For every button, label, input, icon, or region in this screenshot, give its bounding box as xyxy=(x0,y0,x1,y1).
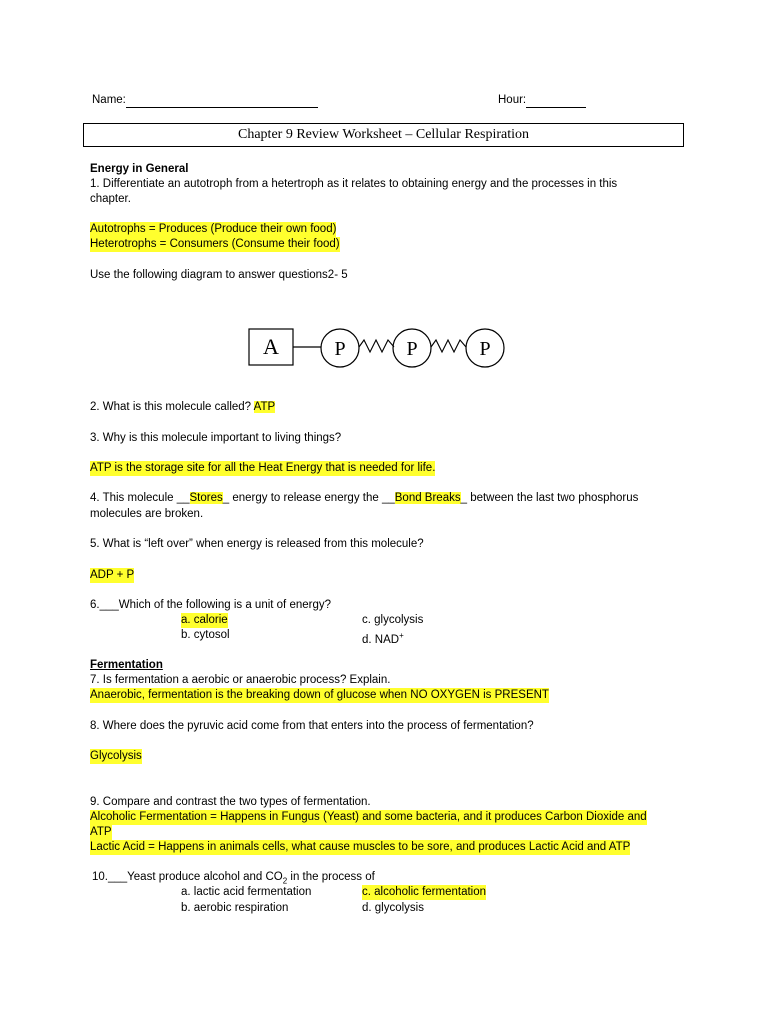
answer-2: ATP xyxy=(253,401,276,413)
question-10-pre: 10.___Yeast produce alcohol and CO xyxy=(92,871,283,883)
page-title: Chapter 9 Review Worksheet – Cellular Respiration xyxy=(83,123,684,147)
question-4-line1 xyxy=(90,491,638,506)
question-4-part2: _ energy to release energy the __ xyxy=(222,492,395,504)
hour-field xyxy=(498,93,586,108)
option-10d: d. glycolysis xyxy=(362,902,424,914)
option-10a: a. lactic acid fermentation xyxy=(181,886,312,898)
option-10b: b. aerobic respiration xyxy=(181,902,289,914)
question-5: 5. What is “left over” when energy is released from this molecule? xyxy=(90,538,424,550)
question-4-part3: _ between the last two phosphorus xyxy=(460,492,639,504)
question-8: 8. Where does the pyruvic acid come from that enters into the process of fermentation? xyxy=(90,720,534,732)
question-1-line1: 1. Differentiate an autotroph from a hetertroph as it relates to obtaining energy and the processes in this xyxy=(90,178,618,190)
answer-9-alcoholic-line1: Alcoholic Fermentation = Happens in Fungus (Yeast) and some bacteria, and it produces Carbon Dioxide and xyxy=(90,811,647,823)
answer-8: Glycolysis xyxy=(90,750,142,762)
answer-1-autotrophs: Autotrophs = Produces (Produce their own food) xyxy=(90,223,337,235)
option-6a: a. calorie xyxy=(181,614,228,626)
phosphate-label-3: P xyxy=(479,338,491,360)
question-4-line2: molecules are broken. xyxy=(90,508,204,520)
option-6c: c. glycolysis xyxy=(362,614,424,626)
question-7: 7. Is fermentation a aerobic or anaerobic process? Explain. xyxy=(90,674,391,686)
option-6d-text: d. NAD xyxy=(362,633,400,646)
section-heading-fermentation: Fermentation xyxy=(90,659,163,671)
name-blank[interactable] xyxy=(126,95,318,108)
answer-3: ATP is the storage site for all the Heat Energy that is needed for life. xyxy=(90,462,436,474)
option-6b: b. cytosol xyxy=(181,629,230,641)
name-field xyxy=(92,93,318,108)
question-4-part1: 4. This molecule __ xyxy=(90,492,190,504)
high-energy-bond-1 xyxy=(359,340,394,352)
atp-molecule-diagram xyxy=(245,322,510,376)
answer-1-heterotrophs: Heterotrophs = Consumers (Consume their food) xyxy=(90,238,340,250)
question-9: 9. Compare and contrast the two types of fermentation. xyxy=(90,796,371,808)
phosphate-label-2: P xyxy=(406,338,418,360)
question-1-line2: chapter. xyxy=(90,193,131,205)
question-2-text: 2. What is this molecule called? xyxy=(90,401,252,413)
question-10-sub: 2 xyxy=(282,876,288,886)
section-heading-energy: Energy in General xyxy=(90,163,189,175)
option-6d xyxy=(362,628,404,648)
high-energy-bond-2 xyxy=(431,340,466,352)
answer-5: ADP + P xyxy=(90,569,135,581)
diagram-intro: Use the following diagram to answer questions2- 5 xyxy=(90,269,348,281)
answer-9-lactic: Lactic Acid = Happens in animals cells, what cause muscles to be sore, and produces Lactic Acid and ATP xyxy=(90,841,631,853)
question-6: 6.___Which of the following is a unit of energy? xyxy=(90,599,332,611)
name-label: Name: xyxy=(92,94,126,106)
adenosine-label: A xyxy=(263,334,279,359)
phosphate-label-1: P xyxy=(334,338,346,360)
answer-4-blank2: Bond Breaks xyxy=(394,492,461,504)
hour-label: Hour: xyxy=(498,94,527,106)
hour-blank[interactable] xyxy=(526,95,586,108)
option-6d-sup: + xyxy=(399,631,404,640)
answer-7: Anaerobic, fermentation is the breaking down of glucose when NO OXYGEN is PRESENT xyxy=(90,689,549,701)
question-10-post: in the process of xyxy=(287,871,375,883)
answer-9-alcoholic-line2: ATP xyxy=(90,826,112,838)
option-10c: c. alcoholic fermentation xyxy=(362,886,487,898)
question-2 xyxy=(90,400,275,415)
answer-4-blank1: Stores xyxy=(189,492,223,504)
question-3: 3. Why is this molecule important to living things? xyxy=(90,432,342,444)
